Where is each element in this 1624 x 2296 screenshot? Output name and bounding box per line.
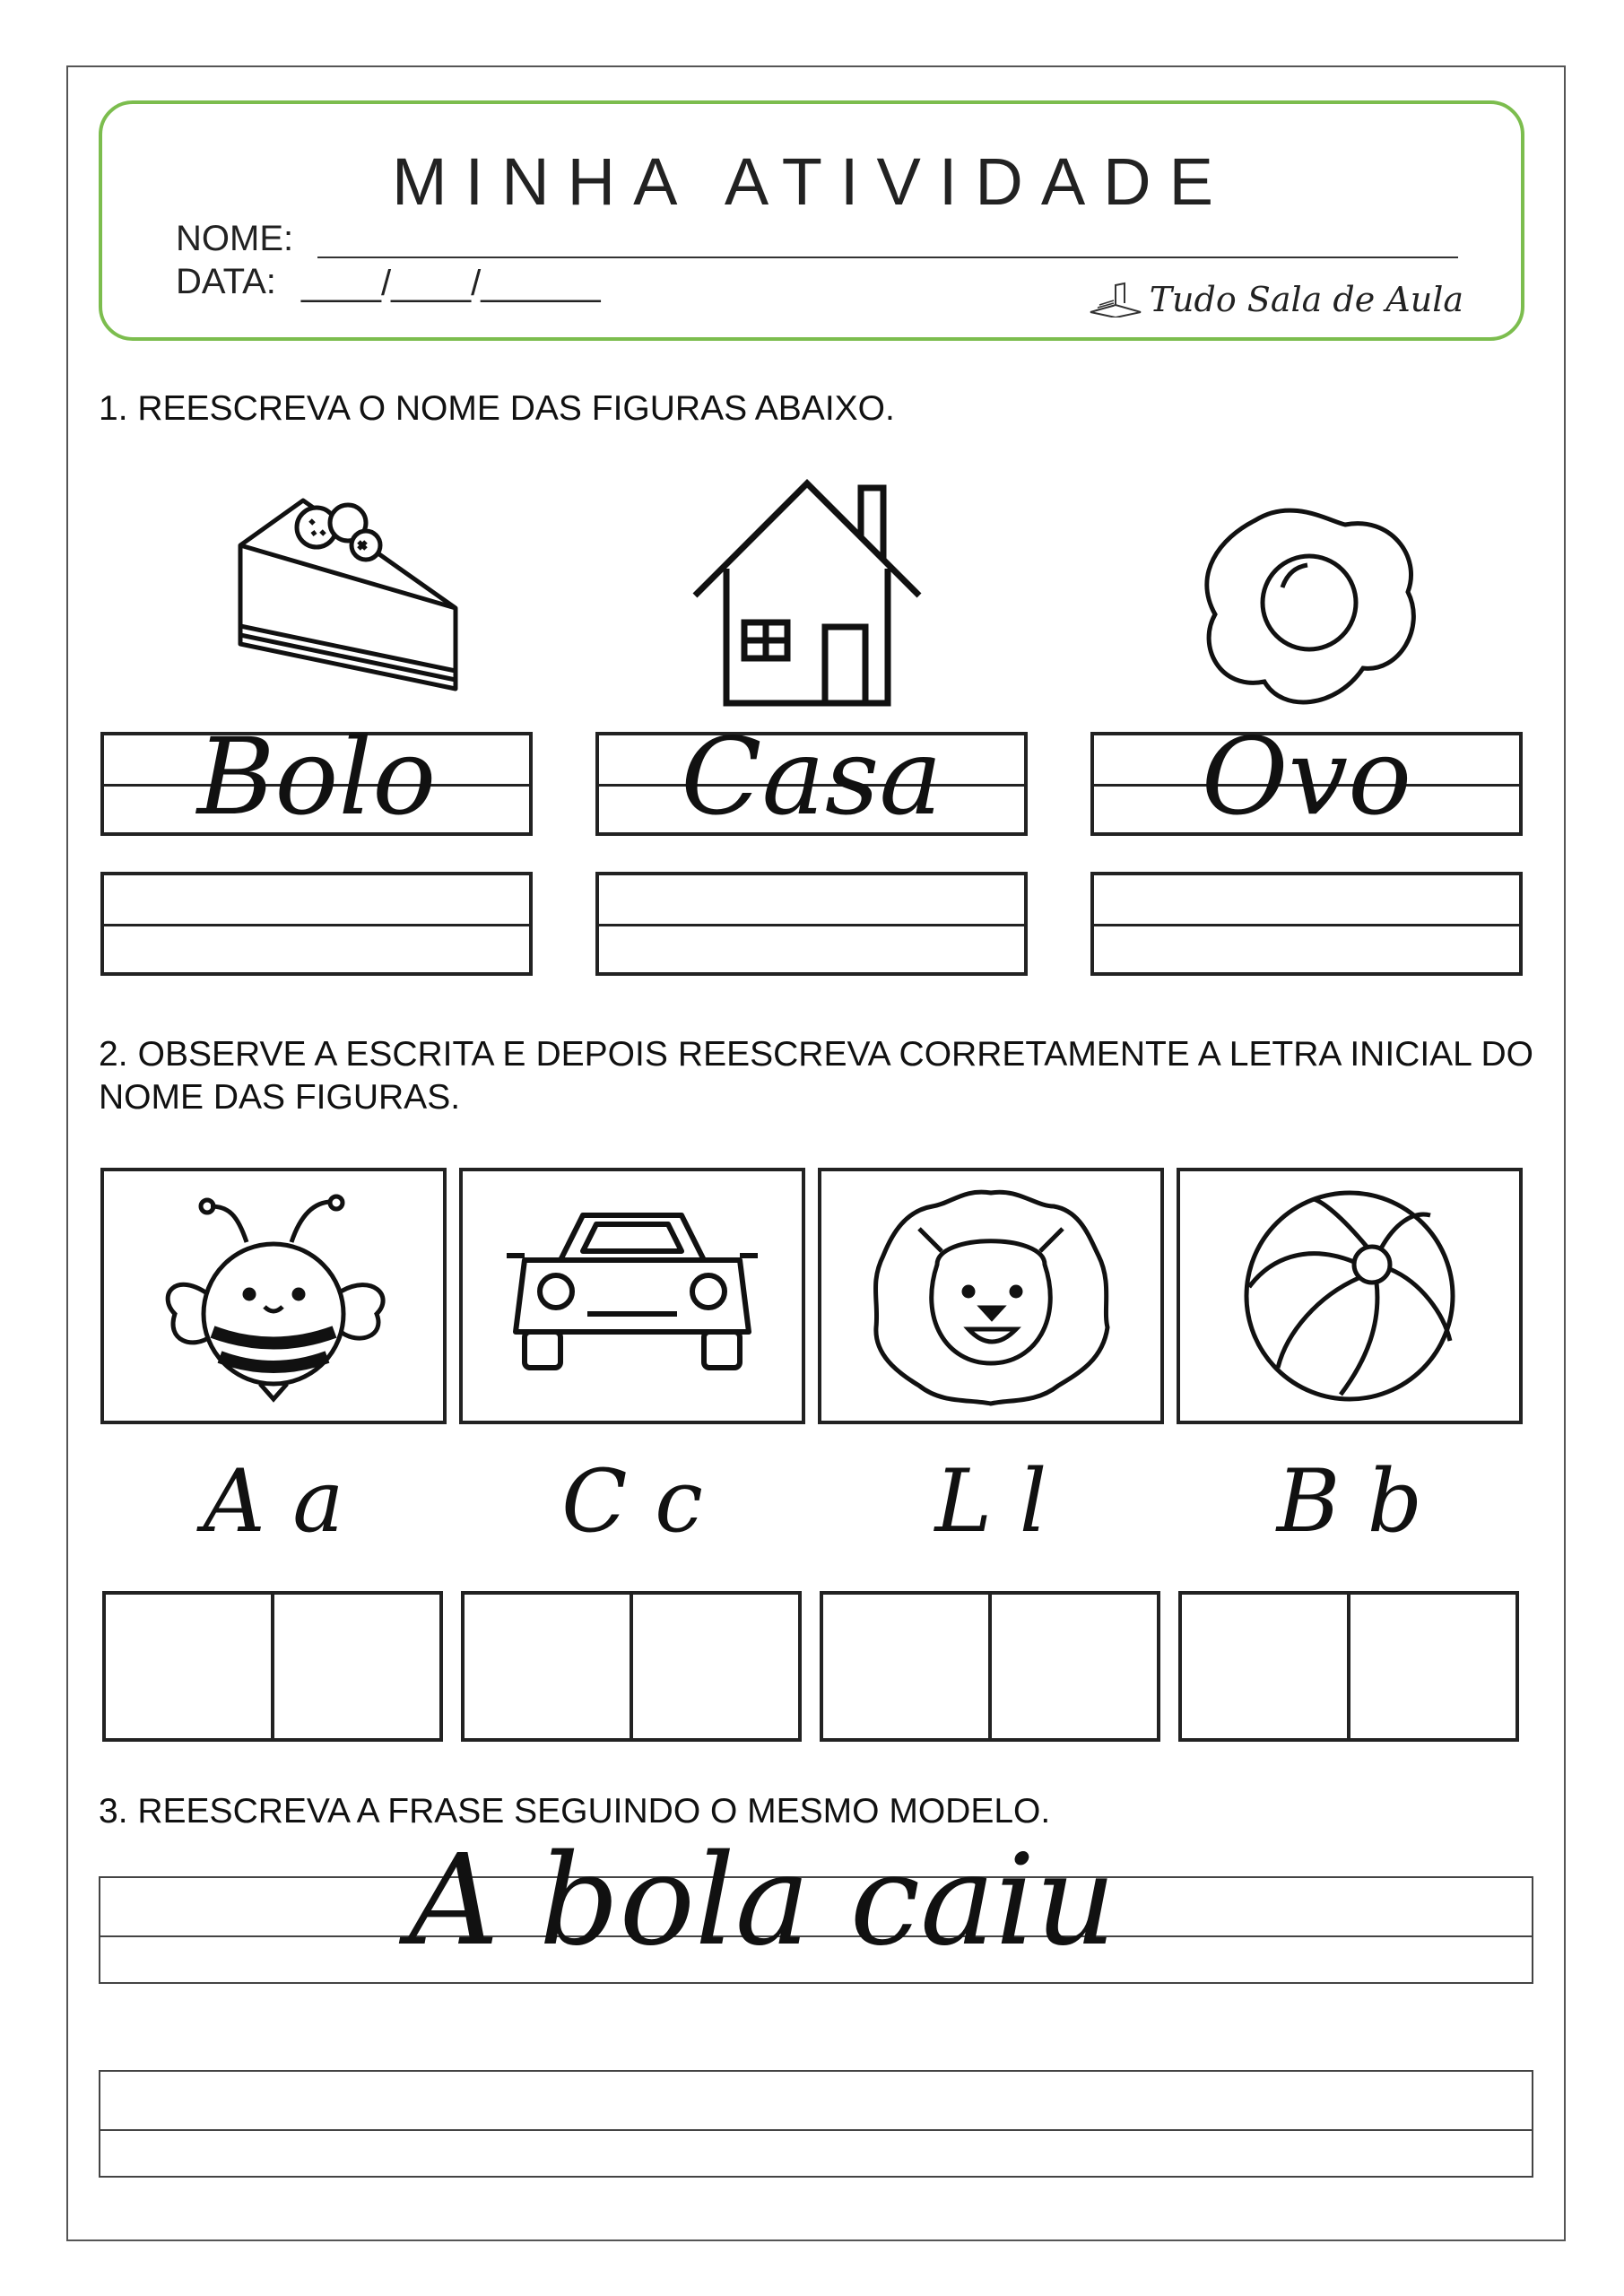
model-letters-4: B b	[1276, 1451, 1423, 1552]
house-picture	[690, 479, 933, 712]
model-letters-2: C c	[561, 1451, 703, 1552]
book-icon	[1089, 282, 1142, 317]
lowercase-cell[interactable]	[271, 1595, 439, 1738]
uppercase-cell[interactable]	[1182, 1595, 1347, 1738]
instruction-2: 2. OBSERVE A ESCRITA E DEPOIS REESCREVA CORRETAMENTE A LETRA INICIAL DO NOME DAS FIGURAS.	[99, 1035, 1533, 1117]
fried-egg-picture	[1193, 502, 1426, 718]
instruction-3: 3. REESCREVA A FRASE SEGUINDO O MESMO MODELO.	[99, 1792, 1051, 1831]
fried-egg-icon	[1193, 502, 1426, 718]
picture-frame-lion	[818, 1168, 1164, 1424]
answer-box-2[interactable]	[595, 872, 1028, 976]
letter-answer-box-1[interactable]	[102, 1591, 443, 1742]
word-box-1	[100, 715, 533, 839]
sentence-answer-box[interactable]	[99, 2070, 1533, 2178]
logo-text: Tudo Sala de Aula	[1149, 280, 1463, 319]
model-word-3: Ovo	[1201, 715, 1412, 839]
picture-frame-ball	[1177, 1168, 1523, 1424]
instruction-1: 1. REESCREVA O NOME DAS FIGURAS ABAIXO.	[99, 389, 895, 428]
lowercase-cell[interactable]	[988, 1595, 1157, 1738]
uppercase-cell[interactable]	[823, 1595, 988, 1738]
ball-icon	[1233, 1179, 1466, 1413]
word-box-3	[1090, 715, 1523, 839]
lowercase-cell[interactable]	[1347, 1595, 1515, 1738]
picture-frame-car	[459, 1168, 805, 1424]
model-sentence: A bola caiu	[408, 1828, 1116, 1974]
car-icon	[498, 1197, 767, 1395]
letter-answer-box-2[interactable]	[461, 1591, 802, 1742]
letter-answer-box-3[interactable]	[820, 1591, 1160, 1742]
lion-icon	[865, 1184, 1116, 1408]
bee-icon	[139, 1188, 408, 1404]
logo	[1089, 280, 1463, 319]
picture-frame-bee	[100, 1168, 447, 1424]
uppercase-cell[interactable]	[106, 1595, 271, 1738]
word-box-2	[595, 715, 1028, 839]
answer-box-1[interactable]	[100, 872, 533, 976]
answer-box-3[interactable]	[1090, 872, 1523, 976]
header-box	[99, 100, 1524, 341]
house-icon	[690, 479, 933, 712]
uppercase-cell[interactable]	[465, 1595, 630, 1738]
cake-slice-picture	[231, 491, 473, 698]
model-word-2: Casa	[681, 715, 942, 839]
model-letters-3: L l	[934, 1451, 1047, 1552]
cake-icon	[231, 491, 473, 698]
data-label: DATA:	[176, 262, 276, 301]
data-field[interactable]: ____/____/______	[301, 264, 601, 303]
nome-field[interactable]	[317, 257, 1458, 258]
model-letters-1: A a	[203, 1451, 344, 1552]
letter-answer-box-4[interactable]	[1178, 1591, 1519, 1742]
model-word-1: Bolo	[196, 715, 437, 839]
lowercase-cell[interactable]	[630, 1595, 798, 1738]
nome-label: NOME:	[176, 219, 294, 258]
page-title: MINHA ATIVIDADE	[392, 144, 1231, 219]
sentence-model-box	[99, 1828, 1533, 1984]
